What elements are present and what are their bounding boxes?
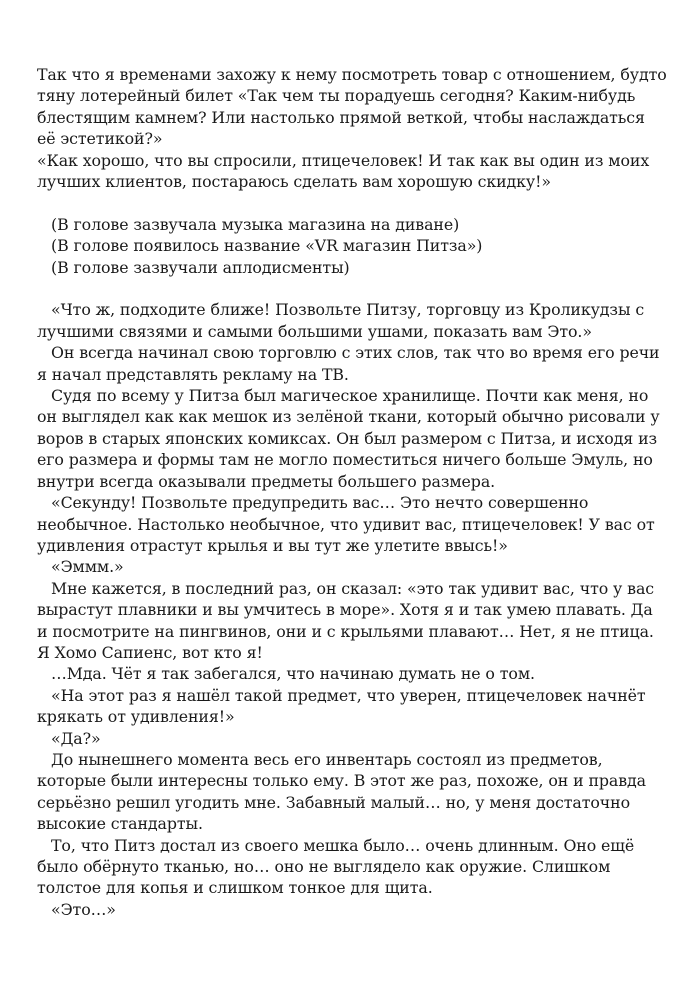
paragraph-3: «Что ж, подходите ближе! Позвольте Питзу, торговцу из Кроликудзы с лучшими связями и самыми большими ушами, показать вам Это.»: [37, 300, 645, 341]
paragraph-1: Так что я временами захожу к нему посмотреть товар с отношением, будто тяну лотерейный билет «Так чем ты порадуешь сегодня? Каким-нибудь блестящим камнем? Или настолько прямой веткой, чтобы наслаждаться её эстетикой?»: [37, 65, 667, 149]
paragraph-14: «Это…»: [51, 899, 116, 919]
paragraph-8: Мне кажется, в последний раз, он сказал: «это так удивит вас, что у вас вырастут плавники и вы умчитесь в море». Хотя я и так умею плавать. Да и посмотрите на пингвинов, они и с крыльями плавают… Нет, я не птица. Я Хомо Сапиенс, вот кто я!: [37, 578, 655, 662]
aside-line-1: (В голове зазвучала музыка магазина на диване): [51, 214, 460, 234]
paragraph-9: …Мда. Чёт я так забегался, что начинаю думать не о том.: [51, 664, 535, 684]
paragraph-10: «На этот раз я нашёл такой предмет, что уверен, птицечеловек начнёт крякать от удивления!»: [37, 685, 646, 727]
paragraph-5: Судя по всему у Питза был магическое хранилище. Почти как меня, но он выглядел как как мешок из зелёной ткани, который обычно рисовали у воров в старых японских комиксах. Он был размером с Питза, и исходя из его размера и формы там не могло поместиться ничего больше Эмуль, но внутри всегда оказывали предметы большего размера.: [37, 386, 660, 491]
paragraph-4: Он всегда начинал свою торговлю с этих слов, так что во время его речи я начал представлять рекламу на ТВ.: [37, 343, 660, 384]
paragraph-7: «Эммм.»: [51, 557, 124, 577]
aside-line-2: (В голове появилось название «VR магазин Питза»): [51, 236, 483, 256]
blank-line: [37, 278, 667, 299]
paragraph-2: «Как хорошо, что вы спросили, птицечеловек! И так как вы один из моих лучших клиентов, постараюсь сделать вам хорошую скидку!»: [37, 150, 650, 192]
paragraph-11: «Да?»: [51, 728, 101, 748]
document-page: [37, 64, 667, 920]
paragraph-13: То, что Питз достал из своего мешка было… очень длинным. Оно ещё было обёрнуто тканью, но… оно не выглядело как оружие. Слишком толстое для копья и слишком тонкое для щита.: [37, 835, 635, 898]
blank-line: [37, 192, 667, 213]
paragraph-6: «Секунду! Позвольте предупредить вас… Это нечто совершенно необычное. Настолько необычное, что удивит вас, птицечеловек! У вас от удивления отрастут крылья и вы тут же улетите ввысь!»: [37, 493, 655, 555]
aside-line-3: (В голове зазвучали аплодисменты): [51, 257, 350, 277]
paragraph-12: До нынешнего момента весь его инвентарь состоял из предметов, которые были интересны только ему. В этот же раз, похоже, он и правда серьёзно решил угодить мне. Забавный малый… но, у меня достаточно высокие стандарты.: [37, 749, 646, 834]
